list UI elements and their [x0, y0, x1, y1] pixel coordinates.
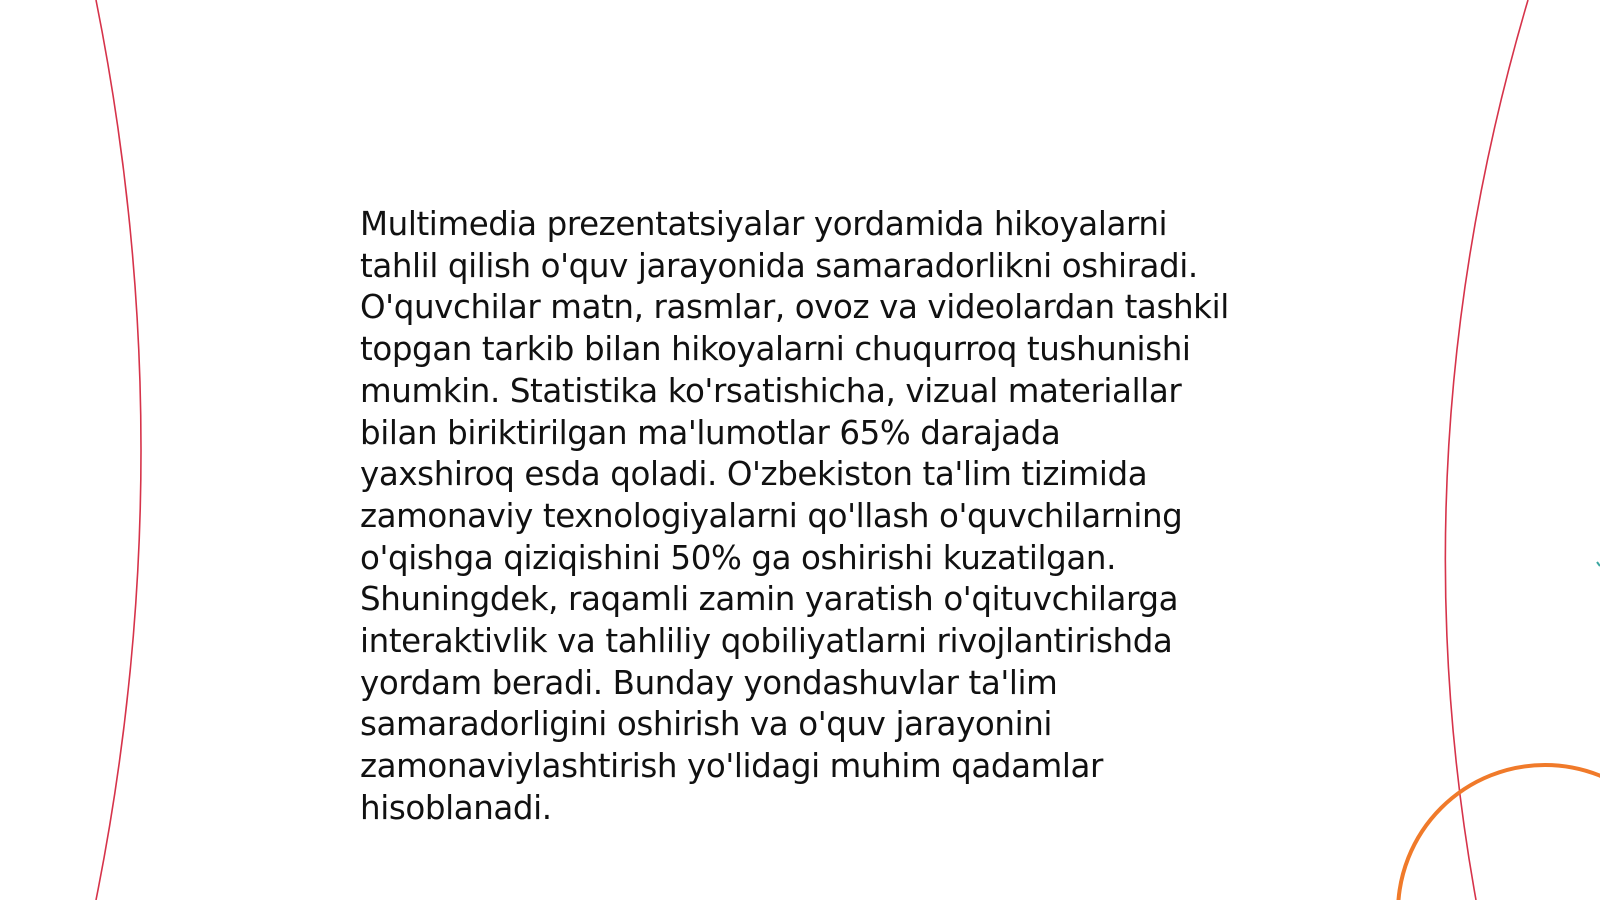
paragraph-line: zamonaviylashtirish yo'lidagi muhim qadamlar	[360, 747, 1104, 786]
paragraph-line: Multimedia prezentatsiyalar yordamida hikoyalarni	[360, 205, 1168, 243]
paragraph-line: yordam beradi. Bunday yondashuvlar ta'lim	[360, 663, 1058, 702]
right-arc-line	[1445, 0, 1528, 900]
paragraph-line: samaradorligini oshirish va o'quv jarayonini	[360, 705, 1053, 744]
paragraph-line: topgan tarkib bilan hikoyalarni chuqurroq tushunishi	[360, 330, 1191, 369]
paragraph-line: Shuningdek, raqamli zamin yaratish o'qituvchilarga	[360, 580, 1179, 619]
paragraph-line: O'quvchilar matn, rasmlar, ovoz va videolardan tashkil	[360, 288, 1229, 327]
paragraph-line: mumkin. Statistika ko'rsatishicha, vizual materiallar	[360, 371, 1182, 410]
paragraph-line: hisoblanadi.	[360, 788, 552, 827]
paragraph-line: tahlil qilish o'quv jarayonida samaradorlikni oshiradi.	[360, 246, 1198, 285]
orange-accent-circle	[1398, 765, 1600, 900]
paragraph-line: interaktivlik va tahliliy qobiliyatlarni rivojlantirishda	[360, 622, 1173, 661]
paragraph-line: zamonaviy texnologiyalarni qo'llash o'quvchilarning	[360, 496, 1183, 535]
paragraph-line: o'qishga qiziqishini 50% ga oshirishi kuzatilgan.	[360, 538, 1117, 577]
paragraph-line: yaxshiroq esda qoladi. O'zbekiston ta'lim tizimida	[360, 455, 1148, 494]
paragraph-line: bilan biriktirilgan ma'lumotlar 65% darajada	[360, 413, 1061, 452]
left-arc-line	[96, 0, 141, 900]
body-paragraph	[360, 204, 1260, 830]
